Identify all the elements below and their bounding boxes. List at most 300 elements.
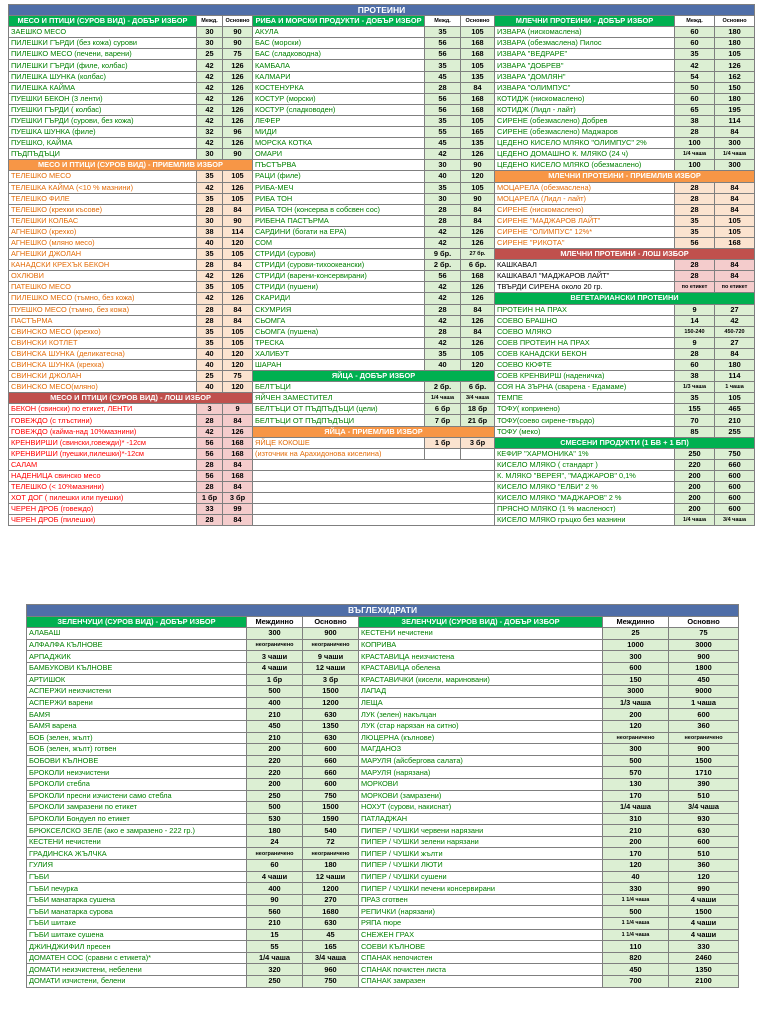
mid-portion: 60 — [675, 27, 715, 38]
table-row — [27, 906, 739, 918]
mid-portion: 1/4 чаша — [425, 393, 461, 404]
base-portion: 105 — [223, 282, 253, 293]
mid-portion: 400 — [247, 883, 303, 895]
food-name: ИЗВАРА (обезмаслена) Пилос — [495, 38, 675, 49]
food-name: СТРИДИ (пушени) — [253, 282, 425, 293]
food-name: СВИНСКИ КОТЛЕТ — [9, 337, 197, 348]
base-portion: 150 — [715, 82, 755, 93]
table-row — [9, 260, 755, 271]
food-name: ТЕЛЕШКО ФИЛЕ — [9, 193, 197, 204]
base-portion: 120 — [461, 171, 495, 182]
food-name: КОТИДЖ (Лидл - лайт) — [495, 104, 675, 115]
mid-portion: 1/4 чаша — [675, 515, 715, 526]
mid-portion: 28 — [425, 326, 461, 337]
base-portion: 120 — [223, 237, 253, 248]
mid-portion: 28 — [675, 182, 715, 193]
base-portion: 210 — [715, 415, 755, 426]
mid-portion: 38 — [197, 226, 223, 237]
table-row — [27, 651, 739, 663]
food-name: ТЕЛЕШКА КАЙМА (<10 % мазнини) — [9, 182, 197, 193]
table-row — [9, 304, 755, 315]
base-portion: 750 — [303, 976, 359, 988]
base-portion: 1590 — [303, 813, 359, 825]
table-row — [9, 371, 755, 382]
food-name: РЯПА пюре — [359, 918, 603, 930]
base-portion: 1200 — [303, 883, 359, 895]
mid-portion: 3000 — [603, 686, 669, 698]
food-name: СОЕВ ПРОТЕИН НА ПРАХ — [495, 337, 675, 348]
mid-portion: 180 — [247, 825, 303, 837]
food-name: ДОМАТИ неизчистени, небелени — [27, 964, 247, 976]
carbohydrates-title: ВЪГЛЕХИДРАТИ — [27, 605, 739, 617]
base-portion: 168 — [461, 104, 495, 115]
base-portion: 114 — [715, 115, 755, 126]
table-row — [9, 226, 755, 237]
mid-portion: 250 — [247, 976, 303, 988]
food-name: СИРЕНЕ (обезмаслено) Маджаров — [495, 127, 675, 138]
table-row — [9, 160, 755, 171]
table-row — [9, 326, 755, 337]
table-row — [27, 778, 739, 790]
food-name: ОХЛЮВИ — [9, 271, 197, 282]
table-row — [27, 883, 739, 895]
base-portion: 84 — [715, 204, 755, 215]
table-row — [9, 237, 755, 248]
base-portion: 99 — [223, 504, 253, 515]
proteins-table — [8, 4, 755, 526]
food-name: КОТИДЖ (нискомаслено) — [495, 93, 675, 104]
food-name: ПИЛЕШКИ ГЪРДИ (без кожа) сурови — [9, 38, 197, 49]
mid-portion: 1 1/4 чаша — [603, 929, 669, 941]
base-portion: 165 — [461, 127, 495, 138]
mid-portion: 90 — [247, 894, 303, 906]
table-row — [27, 976, 739, 988]
food-name: ЛАПАД — [359, 686, 603, 698]
mid-portion: 35 — [675, 49, 715, 60]
food-name: САРДИНИ (богати на ЕРА) — [253, 226, 425, 237]
food-name: ПИПЕР / ЧУШКИ червени нарязани — [359, 825, 603, 837]
base-portion: 84 — [461, 82, 495, 93]
mid-portion: 560 — [247, 906, 303, 918]
food-name: РАЦИ (филе) — [253, 171, 425, 182]
food-name: АКУЛА — [253, 27, 425, 38]
base-portion: 27 бр. — [461, 249, 495, 260]
food-name: ЛЕФЕР — [253, 115, 425, 126]
food-name: ПИПЕР / ЧУШКИ сушени — [359, 871, 603, 883]
mid-portion: 28 — [425, 82, 461, 93]
mid-portion: 30 — [197, 149, 223, 160]
base-portion: 45 — [303, 929, 359, 941]
food-name: КОСТУР (сладководен) — [253, 104, 425, 115]
food-name: СВИНСКИ ДЖОЛАН — [9, 371, 197, 382]
mid-portion: 9 — [675, 304, 715, 315]
food-name: КИСЕЛО МЛЯКО "ЕЛБИ" 2 % — [495, 482, 675, 493]
food-name: РЕПИЧКИ (нарязани) — [359, 906, 603, 918]
food-name: ПУЕШКИ ГЪРДИ ( колбас) — [9, 104, 197, 115]
food-name: ГЪБИ шитаке сушена — [27, 929, 247, 941]
table-row — [9, 104, 755, 115]
base-portion: 3 бр — [303, 674, 359, 686]
table-row — [9, 482, 755, 493]
food-name: КОСТЕНУРКА — [253, 82, 425, 93]
food-name: МОРКОВИ (замразени) — [359, 790, 603, 802]
mid-portion: 42 — [197, 71, 223, 82]
food-name: ПАСТЪРМА — [9, 315, 197, 326]
mid-portion: 42 — [197, 293, 223, 304]
base-portion: 990 — [669, 883, 739, 895]
food-name: КИСЕЛО МЛЯКО "МАДЖАРОВ" 2 % — [495, 493, 675, 504]
food-name: СКУМРИЯ — [253, 304, 425, 315]
mid-portion: 130 — [603, 778, 669, 790]
base-portion: 930 — [669, 813, 739, 825]
mid-portion: 60 — [675, 93, 715, 104]
food-name: БАМБУКОВИ КЪЛНОВЕ — [27, 662, 247, 674]
table-row — [9, 315, 755, 326]
food-name: СТРИДИ (варени-консервирани) — [253, 271, 425, 282]
mid-portion: 65 — [675, 104, 715, 115]
base-portion: 510 — [669, 790, 739, 802]
mid-portion: 40 — [197, 360, 223, 371]
food-name: ДЖИНДЖИФИЛ пресен — [27, 941, 247, 953]
mid-portion: 500 — [603, 755, 669, 767]
food-name: ПИПЕР / ЧУШКИ ЛЮТИ — [359, 860, 603, 872]
table-row — [9, 16, 755, 27]
mid-portion: 56 — [675, 237, 715, 248]
food-name: К. МЛЯКО "ВЕРЕЯ", "МАДЖАРОВ" 0,1% — [495, 470, 675, 481]
mid-portion: 200 — [603, 709, 669, 721]
mid-portion: неограничено — [247, 639, 303, 651]
base-portion: 120 — [223, 360, 253, 371]
base-portion: 84 — [715, 193, 755, 204]
base-portion: 3000 — [669, 639, 739, 651]
food-name: БРОКОЛИ неизчистени — [27, 767, 247, 779]
base-portion: 126 — [223, 138, 253, 149]
mid-portion: 9 бр. — [425, 249, 461, 260]
section-header-meat-bad: МЕСО И ПТИЦИ (СУРОВ ВИД) - ЛОШ ИЗБОР — [9, 393, 253, 404]
mid-portion: 110 — [603, 941, 669, 953]
food-name: ПУЕШКИ БЕКОН (3 ленти) — [9, 93, 197, 104]
mid-portion: 28 — [197, 415, 223, 426]
food-name: СОЕВО МЛЯКО — [495, 326, 675, 337]
base-portion: 600 — [669, 709, 739, 721]
mid-portion: 35 — [197, 326, 223, 337]
food-name: ЦЕДЕНО КИСЕЛО МЛЯКО (обезмаслено) — [495, 160, 675, 171]
food-name: АЛАБАШ — [27, 628, 247, 640]
base-portion: 600 — [303, 778, 359, 790]
base-portion: 168 — [223, 437, 253, 448]
base-portion: 84 — [223, 260, 253, 271]
mid-portion: 300 — [603, 744, 669, 756]
base-portion: 105 — [715, 226, 755, 237]
base-portion: 90 — [223, 149, 253, 160]
base-portion: 126 — [223, 293, 253, 304]
mid-portion: 56 — [425, 49, 461, 60]
base-portion: 126 — [223, 426, 253, 437]
mid-portion: 45 — [425, 138, 461, 149]
base-portion: 450 — [669, 674, 739, 686]
mid-portion: 55 — [247, 941, 303, 953]
section-header-vegetables-left: ЗЕЛЕНЧУЦИ (СУРОВ ВИД) - ДОБЪР ИЗБОР — [27, 616, 247, 628]
mid-portion: 210 — [247, 732, 303, 744]
food-name: СОМ — [253, 237, 425, 248]
mid-portion: 120 — [603, 860, 669, 872]
mid-portion: 42 — [425, 237, 461, 248]
food-name: ЛУК (стар нарязан на ситно) — [359, 720, 603, 732]
mid-portion: 28 — [675, 193, 715, 204]
base-portion: 105 — [223, 193, 253, 204]
mid-portion: 56 — [197, 448, 223, 459]
food-name: СИРЕНЕ (обезмаслено) Добрев — [495, 115, 675, 126]
table-row — [27, 871, 739, 883]
food-name: НАДЕНИЦА свинско месо — [9, 470, 197, 481]
base-portion: 330 — [669, 941, 739, 953]
food-name: МАРУЛЯ (айсбергова салата) — [359, 755, 603, 767]
base-portion: 84 — [461, 304, 495, 315]
base-portion: 126 — [223, 60, 253, 71]
food-name: СПАНАК непочистен — [359, 952, 603, 964]
base-portion: 84 — [461, 215, 495, 226]
table-row — [27, 860, 739, 872]
base-portion: 1710 — [669, 767, 739, 779]
mid-portion: 28 — [197, 515, 223, 526]
mid-portion: 28 — [425, 204, 461, 215]
mid-portion: 40 — [197, 237, 223, 248]
mid-portion: 42 — [425, 293, 461, 304]
food-name: КАНАДСКИ КРЕХЪК БЕКОН — [9, 260, 197, 271]
mid-portion: 28 — [197, 482, 223, 493]
food-name: ЦЕДЕНО ДОМАШНО К. МЛЯКО (24 ч) — [495, 149, 675, 160]
base-portion: 126 — [223, 71, 253, 82]
mid-portion: 32 — [197, 127, 223, 138]
base-portion: по етикет — [715, 282, 755, 293]
food-name: СИРЕНЕ "МАДЖАРОВ ЛАЙТ" — [495, 215, 675, 226]
mid-portion: 155 — [675, 404, 715, 415]
mid-portion: 35 — [425, 348, 461, 359]
mid-portion: 1 бр — [425, 437, 461, 448]
base-portion: 126 — [715, 60, 755, 71]
food-name: НОХУТ (сурови, накиснат) — [359, 802, 603, 814]
base-portion: 270 — [303, 894, 359, 906]
base-portion: 75 — [223, 49, 253, 60]
table-row — [9, 115, 755, 126]
food-name: МАРУЛЯ (нарязана) — [359, 767, 603, 779]
mid-portion: 300 — [603, 651, 669, 663]
table-row — [27, 709, 739, 721]
base-portion: 114 — [715, 371, 755, 382]
col-header-mid: Междинно — [603, 616, 669, 628]
table-row — [9, 415, 755, 426]
food-name: АРПАДЖИК — [27, 651, 247, 663]
base-portion: 300 — [715, 160, 755, 171]
mid-portion: 24 — [247, 836, 303, 848]
food-name: ПУЕШКА ШУНКА (филе) — [9, 127, 197, 138]
base-portion: 2460 — [669, 952, 739, 964]
food-name: ПЪДПЪДЪЦИ — [9, 149, 197, 160]
mid-portion: 4 чаши — [247, 871, 303, 883]
table-row — [9, 271, 755, 282]
base-portion: 1 чаша — [715, 382, 755, 393]
food-name: СОЕВИ КЪЛНОВЕ — [359, 941, 603, 953]
section-header-fish: РИБА И МОРСКИ ПРОДУКТИ - ДОБЪР ИЗБОР — [253, 16, 425, 27]
base-portion: 1350 — [303, 720, 359, 732]
mid-portion: 400 — [247, 697, 303, 709]
food-name: ЦЕДЕНО КИСЕЛО МЛЯКО "ОЛИМПУС" 2% — [495, 138, 675, 149]
base-portion: 27 — [715, 304, 755, 315]
table-row — [27, 628, 739, 640]
food-name: КРЕНВИРШИ (пуешки,пилешки)*-12см — [9, 448, 197, 459]
col-header-base: Основно — [715, 16, 755, 27]
base-portion: неограничено — [303, 848, 359, 860]
food-name: ПИЛЕШКО МЕСО (печени, варени) — [9, 49, 197, 60]
base-portion: 900 — [303, 628, 359, 640]
food-name: СНЕЖЕН ГРАХ — [359, 929, 603, 941]
food-name: ХОТ ДОГ ( пилешки или пуешки) — [9, 493, 197, 504]
base-portion: 168 — [715, 237, 755, 248]
food-name: РИБА-МЕЧ — [253, 182, 425, 193]
base-portion: 6 бр. — [461, 382, 495, 393]
mid-portion: 56 — [425, 271, 461, 282]
base-portion: 360 — [669, 720, 739, 732]
mid-portion: 330 — [603, 883, 669, 895]
base-portion: 9000 — [669, 686, 739, 698]
food-name: ТОФУ(соево сирене-твърдо) — [495, 415, 675, 426]
base-portion: 180 — [303, 860, 359, 872]
mid-portion: 200 — [603, 836, 669, 848]
mid-portion: 38 — [675, 115, 715, 126]
base-portion: 168 — [461, 49, 495, 60]
food-name: БРОКОЛИ Бондуел по етикет — [27, 813, 247, 825]
mid-portion: 100 — [675, 160, 715, 171]
section-header-dairy-good: МЛЕЧНИ ПРОТЕИНИ - ДОБЪР ИЗБОР — [495, 16, 675, 27]
mid-portion: 60 — [675, 360, 715, 371]
base-portion: 120 — [669, 871, 739, 883]
base-portion: 27 — [715, 337, 755, 348]
base-portion: 105 — [223, 337, 253, 348]
mid-portion: 1000 — [603, 639, 669, 651]
mid-portion: 4 чаши — [247, 662, 303, 674]
base-portion: 84 — [461, 326, 495, 337]
mid-portion: 1/3 чаша — [603, 697, 669, 709]
base-portion: 126 — [223, 82, 253, 93]
base-portion: 126 — [223, 93, 253, 104]
mid-portion: 42 — [675, 60, 715, 71]
mid-portion: 320 — [247, 964, 303, 976]
carbohydrates-table — [26, 604, 739, 988]
mid-portion: 40 — [197, 348, 223, 359]
mid-portion: 820 — [603, 952, 669, 964]
mid-portion: 15 — [247, 929, 303, 941]
mid-portion: 40 — [425, 171, 461, 182]
mid-portion: 300 — [247, 628, 303, 640]
food-name: БЕЛТЪЦИ — [253, 382, 425, 393]
food-name: ПУЕШКИ ГЪРДИ (сурови, без кожа) — [9, 115, 197, 126]
table-row — [9, 215, 755, 226]
food-name: ИЗВАРА (нискомаслена) — [495, 27, 675, 38]
mid-portion: 42 — [425, 315, 461, 326]
food-name: ДОМАТИ изчистени, белени — [27, 976, 247, 988]
food-name: КИСЕЛО МЛЯКО гръцко без мазнини — [495, 515, 675, 526]
food-name: СИРЕНЕ "ОЛИМПУС" 12%* — [495, 226, 675, 237]
mid-portion: 200 — [247, 778, 303, 790]
table-row — [9, 360, 755, 371]
food-name: РИБА ТОН — [253, 193, 425, 204]
food-name: КАМБАЛА — [253, 60, 425, 71]
mid-portion: 1/4 чаша — [675, 149, 715, 160]
base-portion: 105 — [223, 171, 253, 182]
table-row — [27, 755, 739, 767]
food-name: КАЛМАРИ — [253, 71, 425, 82]
base-portion: 105 — [461, 115, 495, 126]
base-portion: 84 — [461, 204, 495, 215]
base-portion: 9 чаши — [303, 651, 359, 663]
mid-portion: 220 — [675, 459, 715, 470]
food-name: МАГДАНОЗ — [359, 744, 603, 756]
mid-portion: 120 — [603, 720, 669, 732]
mid-portion: 1 бр — [247, 674, 303, 686]
mid-portion: 25 — [197, 371, 223, 382]
empty-cell — [253, 459, 495, 470]
mid-portion: 35 — [675, 215, 715, 226]
mid-portion: 28 — [197, 304, 223, 315]
food-name: ПУЕШКО МЕСО (тъмно, без кожа) — [9, 304, 197, 315]
base-portion: 84 — [715, 271, 755, 282]
base-portion: 195 — [715, 104, 755, 115]
base-portion: 3/4 чаша — [715, 515, 755, 526]
base-portion: 4 чаши — [669, 918, 739, 930]
table-row — [9, 249, 755, 260]
mid-portion: 1/3 чаша — [675, 382, 715, 393]
col-header-mid: Межд. — [197, 16, 223, 27]
food-name: ИЗВАРА "ВЕДРАРЕ" — [495, 49, 675, 60]
mid-portion: 170 — [603, 790, 669, 802]
food-name: ПИПЕР / ЧУШКИ зелени нарязани — [359, 836, 603, 848]
col-header-mid: Междинно — [247, 616, 303, 628]
mid-portion: 700 — [603, 976, 669, 988]
base-portion: 600 — [669, 836, 739, 848]
table-row — [9, 515, 755, 526]
food-name: СОЕВ КРЕНВИРШ (наденичка) — [495, 371, 675, 382]
mid-portion: 310 — [603, 813, 669, 825]
food-name: ТЕЛЕШКИ КОЛБАС — [9, 215, 197, 226]
mid-portion: 42 — [197, 104, 223, 115]
food-name: СТРИДИ (сурови) — [253, 249, 425, 260]
base-portion: 18 бр — [461, 404, 495, 415]
mid-portion: 35 — [425, 115, 461, 126]
table-row — [27, 964, 739, 976]
base-portion: 126 — [461, 315, 495, 326]
base-portion: 255 — [715, 426, 755, 437]
base-portion: 162 — [715, 71, 755, 82]
food-name: РИБА ТОН (консерва в собсвен сос) — [253, 204, 425, 215]
mid-portion: 530 — [247, 813, 303, 825]
base-portion: 12 чаши — [303, 662, 359, 674]
food-name: МИДИ — [253, 127, 425, 138]
base-portion: 75 — [223, 371, 253, 382]
table-row — [9, 348, 755, 359]
food-name: БАМЯ варена — [27, 720, 247, 732]
food-name: ПАТЛАДЖАН — [359, 813, 603, 825]
base-portion: 126 — [223, 271, 253, 282]
base-portion: 90 — [461, 193, 495, 204]
mid-portion: 200 — [675, 504, 715, 515]
base-portion: 168 — [223, 448, 253, 459]
base-portion: 600 — [715, 470, 755, 481]
food-name: БЕЛТЪЦИ ОТ ПЪДПЪДЪЦИ (цели) — [253, 404, 425, 415]
base-portion: 126 — [223, 104, 253, 115]
base-portion: 120 — [223, 382, 253, 393]
table-row — [9, 49, 755, 60]
table-row — [9, 127, 755, 138]
